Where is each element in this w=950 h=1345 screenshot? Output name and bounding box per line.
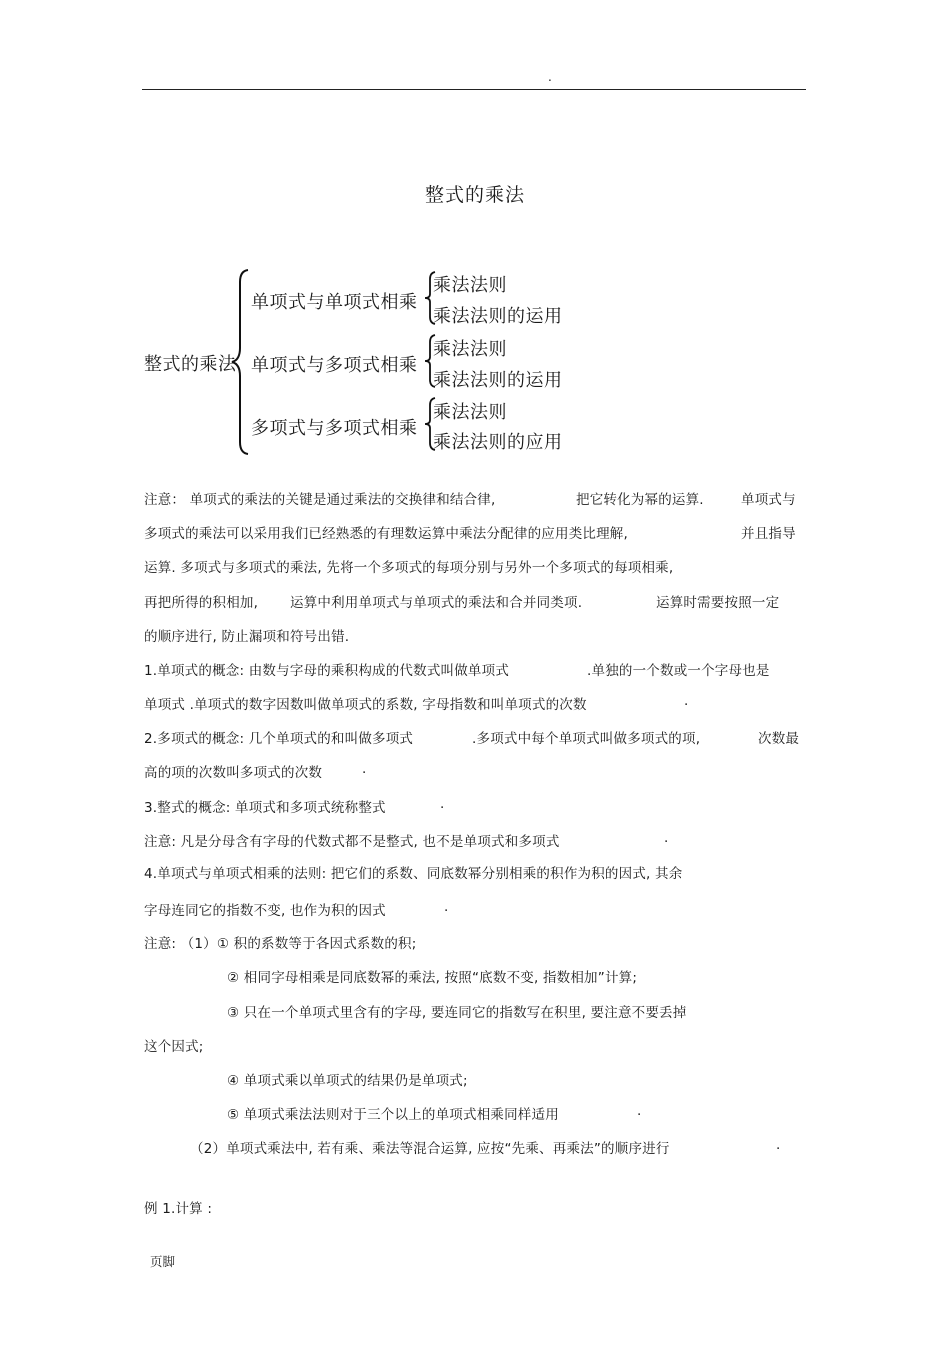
- diagram-item: 乘法法则: [433, 275, 507, 296]
- example-heading: 例 1.计算 :: [144, 1201, 213, 1217]
- text-segment: 并且指导: [741, 526, 796, 542]
- text-segment: ⑤ 单项式乘法法则对于三个以上的单项式相乘同样适用: [227, 1107, 559, 1123]
- text-line: ③ 只在一个单项式里含有的字母, 要连同它的指数写在积里, 要注意不要丢掉: [227, 1005, 687, 1021]
- text-segment: .: [684, 693, 689, 709]
- diagram-root: 整式的乘法: [144, 354, 237, 375]
- text-line: 注意: （1）① 积的系数等于各因式系数的积;: [144, 936, 417, 952]
- branch-label: 单项式与多项式相乘: [251, 355, 418, 376]
- text-segment: .: [637, 1103, 642, 1119]
- text-segment: 1.单项式的概念: 由数与字母的乘积构成的代数式叫做单项式: [144, 663, 510, 679]
- text-segment: .: [776, 1137, 781, 1153]
- text-line: ② 相同字母相乘是同底数幂的乘法, 按照“底数不变, 指数相加”计算;: [227, 970, 638, 986]
- header-rule: [142, 89, 806, 90]
- text-line: ④ 单项式乘以单项式的结果仍是单项式;: [227, 1073, 468, 1089]
- text-line: 运算. 多项式与多项式的乘法, 先将一个多项式的每项分别与另外一个多项式的每项相乘,: [144, 560, 674, 576]
- text-line: 4.单项式与单项式相乘的法则: 把它们的系数、同底数幂分别相乘的积作为积的因式, 其余: [144, 866, 683, 882]
- text-segment: 次数最: [758, 731, 800, 747]
- text-segment: 运算中利用单项式与单项式的乘法和合并同类项.: [290, 595, 583, 611]
- text-segment: 3.整式的概念: 单项式和多项式统称整式: [144, 800, 386, 816]
- branch-label: 多项式与多项式相乘: [251, 418, 418, 439]
- page-footer: 页脚: [150, 1254, 176, 1269]
- diagram-item: 乘法法则的运用: [433, 370, 563, 391]
- page-title: 整式的乘法: [424, 184, 525, 206]
- text-segment: 再把所得的积相加,: [144, 595, 259, 611]
- text-segment: 把它转化为幂的运算.: [576, 492, 704, 508]
- diagram-item: 乘法法则的应用: [433, 432, 563, 453]
- text-segment: .多项式中每个单项式叫做多项式的项,: [472, 731, 701, 747]
- text-segment: 多项式的乘法可以采用我们已经熟悉的有理数运算中乘法分配律的应用类比理解,: [144, 526, 628, 542]
- text-segment: .: [440, 796, 445, 812]
- text-segment: .: [362, 761, 367, 777]
- text-segment: 字母连同它的指数不变, 也作为积的因式: [144, 903, 386, 919]
- text-segment: 注意： 单项式的乘法的关键是通过乘法的交换律和结合律,: [144, 492, 496, 508]
- text-segment: 单项式与: [741, 492, 796, 508]
- text-segment: .单独的一个数或一个字母也是: [587, 663, 770, 679]
- text-segment: .: [664, 830, 669, 846]
- diagram-item: 乘法法则的运用: [433, 306, 563, 327]
- text-segment: 单项式 .单项式的数字因数叫做单项式的系数, 字母指数和叫单项式的次数: [144, 697, 587, 713]
- text-segment: 运算时需要按照一定: [656, 595, 780, 611]
- text-segment: 高的项的次数叫多项式的次数: [144, 765, 323, 781]
- branch-label: 单项式与单项式相乘: [251, 292, 418, 313]
- text-line: 这个因式;: [144, 1039, 204, 1055]
- text-segment: 注意: 凡是分母含有字母的代数式都不是整式, 也不是单项式和多项式: [144, 834, 560, 850]
- diagram-item: 乘法法则: [433, 339, 507, 360]
- root-brace: [228, 268, 250, 456]
- header-mark: .: [548, 70, 552, 84]
- diagram-item: 乘法法则: [433, 402, 507, 423]
- text-segment: （2）单项式乘法中, 若有乘、乘法等混合运算, 应按“先乘、再乘法”的顺序进行: [190, 1141, 670, 1157]
- text-line: 的顺序进行, 防止漏项和符号出错.: [144, 629, 350, 645]
- text-segment: .: [444, 899, 449, 915]
- text-segment: 2.多项式的概念: 几个单项式的和叫做多项式: [144, 731, 414, 747]
